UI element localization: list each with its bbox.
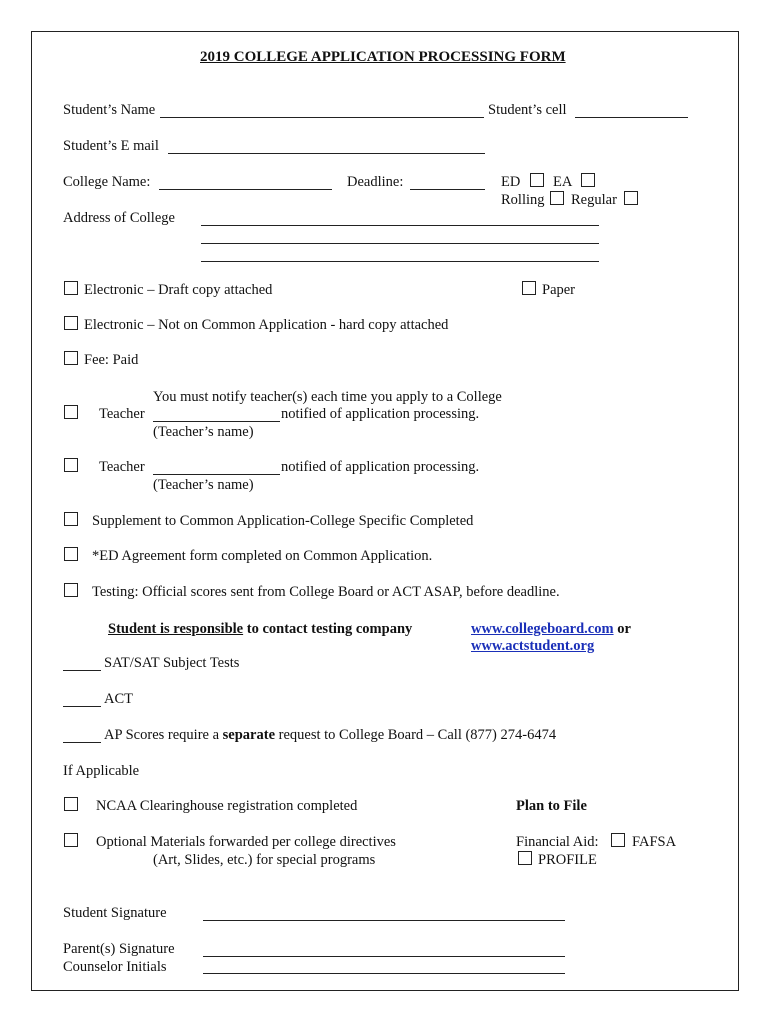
- student-signature-label: Student Signature: [63, 905, 167, 921]
- profile-label: PROFILE: [538, 852, 597, 868]
- act-label: ACT: [104, 691, 133, 707]
- actstudent-link[interactable]: www.actstudent.org: [471, 638, 595, 654]
- teacher-2-checkbox[interactable]: [64, 458, 78, 472]
- ncaa-checkbox[interactable]: [64, 797, 78, 811]
- student-cell-label: Student’s cell: [488, 102, 567, 118]
- profile-checkbox[interactable]: [518, 851, 532, 865]
- address-line-3[interactable]: [201, 261, 599, 262]
- counselor-initials-label: Counselor Initials: [63, 959, 167, 975]
- if-applicable-label: If Applicable: [63, 763, 140, 779]
- ed-agreement-label: *ED Agreement form completed on Common Application.: [92, 548, 433, 564]
- financial-aid-label: Financial Aid:: [516, 834, 599, 850]
- student-cell-field[interactable]: [575, 117, 688, 118]
- fee-paid-checkbox[interactable]: [64, 351, 78, 365]
- sat-blank[interactable]: [63, 670, 101, 671]
- ed-checkbox[interactable]: [530, 173, 544, 187]
- parent-signature-label: Parent(s) Signature: [63, 941, 175, 957]
- fafsa-label: FAFSA: [632, 834, 677, 850]
- deadline-label: Deadline:: [347, 174, 404, 190]
- ap-scores-text: [104, 728, 556, 743]
- student-signature-field[interactable]: [203, 920, 565, 921]
- ed-agreement-checkbox[interactable]: [64, 547, 78, 561]
- testing-checkbox[interactable]: [64, 583, 78, 597]
- college-name-field[interactable]: [159, 189, 332, 190]
- contact-testing-text: to contact testing company: [243, 621, 413, 637]
- teacher-1-name-field[interactable]: [153, 421, 280, 422]
- electronic-draft-label: Electronic – Draft copy attached: [84, 282, 273, 298]
- ncaa-label: NCAA Clearinghouse registration completed: [96, 798, 358, 814]
- deadline-field[interactable]: [410, 189, 485, 190]
- college-name-label: College Name:: [63, 174, 151, 190]
- ap-blank[interactable]: [63, 742, 101, 743]
- supplement-label: Supplement to Common Application-College Specific Completed: [92, 513, 474, 529]
- parent-signature-field[interactable]: [203, 956, 565, 957]
- student-responsible-emphasis: Student is responsible: [108, 621, 244, 637]
- rolling-label: Rolling: [501, 192, 545, 208]
- form-title: 2019 COLLEGE APPLICATION PROCESSING FORM: [200, 49, 566, 65]
- regular-label: Regular: [571, 192, 617, 208]
- address-line-1[interactable]: [201, 225, 599, 226]
- act-blank[interactable]: [63, 706, 101, 707]
- address-line-2[interactable]: [201, 243, 599, 244]
- teacher-1-notified: notified of application processing.: [281, 406, 480, 422]
- teacher-2-name-field[interactable]: [153, 474, 280, 475]
- fafsa-checkbox[interactable]: [611, 833, 625, 847]
- address-label: Address of College: [63, 210, 175, 226]
- optional-materials-checkbox[interactable]: [64, 833, 78, 847]
- plan-to-file-label: Plan to File: [516, 798, 587, 814]
- student-name-label: Student’s Name: [63, 102, 156, 118]
- rolling-checkbox[interactable]: [550, 191, 564, 205]
- sat-label: SAT/SAT Subject Tests: [104, 655, 240, 671]
- or-text: or: [613, 621, 631, 637]
- electronic-not-common-label: Electronic – Not on Common Application - hard copy attached: [84, 317, 449, 333]
- teacher-2-notified: notified of application processing.: [281, 459, 480, 475]
- testing-label: Testing: Official scores sent from College Board or ACT ASAP, before deadline.: [92, 584, 560, 600]
- ap-prefix: AP Scores require a: [104, 727, 223, 743]
- collegeboard-line: [471, 622, 631, 637]
- ap-suffix: request to College Board – Call (877) 274-6474: [275, 727, 557, 743]
- teacher-1-name-hint: (Teacher’s name): [153, 424, 254, 440]
- ea-checkbox[interactable]: [581, 173, 595, 187]
- optional-materials-sub: (Art, Slides, etc.) for special programs: [153, 852, 376, 868]
- fee-paid-label: Fee: Paid: [84, 352, 139, 368]
- counselor-initials-field[interactable]: [203, 973, 565, 974]
- regular-checkbox[interactable]: [624, 191, 638, 205]
- student-responsible-text: [108, 622, 412, 637]
- paper-checkbox[interactable]: [522, 281, 536, 295]
- electronic-draft-checkbox[interactable]: [64, 281, 78, 295]
- teacher-notice: You must notify teacher(s) each time you apply to a College: [153, 389, 502, 405]
- collegeboard-link[interactable]: www.collegeboard.com: [471, 621, 614, 637]
- optional-materials-label: Optional Materials forwarded per college directives: [96, 834, 396, 850]
- paper-label: Paper: [542, 282, 576, 298]
- ap-separate: separate: [222, 727, 275, 743]
- teacher-1-checkbox[interactable]: [64, 405, 78, 419]
- teacher-2-label: Teacher: [99, 459, 145, 475]
- student-email-field[interactable]: [168, 153, 485, 154]
- electronic-not-common-checkbox[interactable]: [64, 316, 78, 330]
- teacher-2-name-hint: (Teacher’s name): [153, 477, 254, 493]
- student-email-label: Student’s E mail: [63, 138, 159, 154]
- ed-label: ED: [501, 174, 521, 190]
- ea-label: EA: [553, 174, 573, 190]
- teacher-1-label: Teacher: [99, 406, 145, 422]
- student-name-field[interactable]: [160, 117, 484, 118]
- supplement-checkbox[interactable]: [64, 512, 78, 526]
